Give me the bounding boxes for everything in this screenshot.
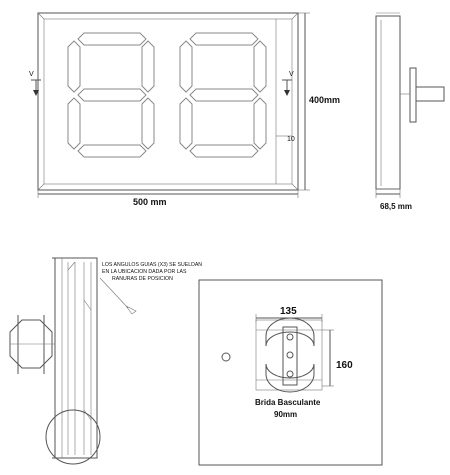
segment-e <box>180 98 192 149</box>
small-dim-label: 10 <box>287 136 295 143</box>
back-view <box>199 280 382 465</box>
segment-a <box>78 33 146 45</box>
detail-circle <box>46 410 100 464</box>
section-mark-right-label: V <box>289 71 294 78</box>
bracket-caption-size: 90mm <box>274 410 298 419</box>
section-marker-left <box>29 71 41 96</box>
tilting-bracket <box>256 318 322 392</box>
bracket-height-label: 160 <box>336 360 353 371</box>
segment-b <box>142 41 154 92</box>
bracket-width-dimension <box>256 306 322 322</box>
front-view <box>29 13 340 207</box>
bracket-height-dimension <box>322 330 353 386</box>
vent-hole <box>222 353 230 361</box>
front-inner-frame <box>44 19 292 184</box>
note-line-2: EN LA UBICACION DADA POR LAS <box>102 269 187 275</box>
side-view <box>376 13 444 211</box>
mounting-plate <box>410 68 416 122</box>
digit-one <box>68 33 154 157</box>
digit-two <box>180 33 266 157</box>
segment-e <box>68 98 80 149</box>
width-dimension <box>38 190 298 207</box>
segment-d <box>78 145 146 157</box>
note-line-3: RANURAS DE POSICION <box>112 276 173 282</box>
height-label: 400mm <box>309 95 341 105</box>
width-label: 500 mm <box>133 197 167 207</box>
mounting-pipe <box>416 87 444 101</box>
segment-c <box>254 98 266 149</box>
segment-f <box>180 41 192 92</box>
segment-f <box>68 41 80 92</box>
height-dimension <box>298 13 340 190</box>
segment-c <box>142 98 154 149</box>
bracket-width-label: 135 <box>280 306 297 317</box>
segment-g <box>190 89 258 101</box>
segment-g <box>78 89 146 101</box>
segment-b <box>254 41 266 92</box>
bracket-caption: Brida Basculante <box>255 398 321 407</box>
section-mark-left-label: V <box>29 71 34 78</box>
segment-a <box>190 33 258 45</box>
segment-d <box>190 145 258 157</box>
depth-label: 68,5 mm <box>380 202 413 211</box>
section-view <box>10 258 202 464</box>
note-line-1: LOS ANGULOS GUIAS (X3) SE SUELDAN <box>102 262 203 268</box>
side-body <box>376 16 400 189</box>
